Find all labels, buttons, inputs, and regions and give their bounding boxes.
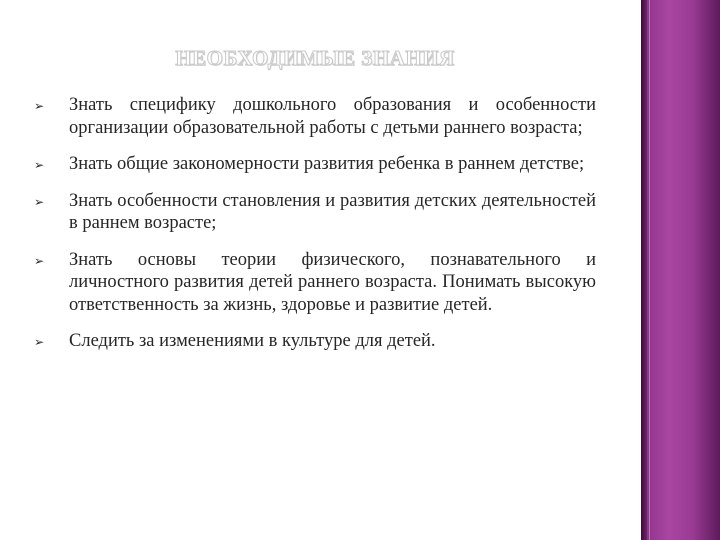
list-item-text: Знать общие закономерности развития ребенка в раннем детстве; xyxy=(69,154,585,174)
side-panel-divider xyxy=(649,0,650,540)
slide-title: НЕОБХОДИМЫЕ ЗНАНИЯ xyxy=(175,46,455,70)
arrow-bullet-icon: ➢ xyxy=(34,194,45,209)
arrow-bullet-icon: ➢ xyxy=(34,335,45,349)
bullet-list xyxy=(34,94,596,367)
arrow-bullet-icon: ➢ xyxy=(34,253,45,268)
list-item xyxy=(34,94,596,139)
list-item xyxy=(34,153,596,176)
arrow-bullet-icon: ➢ xyxy=(34,99,45,113)
list-item xyxy=(34,249,596,317)
list-item-text: Знать специфику дошкольного образования и особенности организации образовательной работы с детьми раннего возраста; xyxy=(69,95,596,138)
list-item-text: Следить за изменениями в культуре для детей. xyxy=(69,331,436,351)
list-item-text: Знать особенности становления и развития детских деятельностей в раннем возрасте; xyxy=(69,190,596,233)
list-item xyxy=(34,190,596,235)
arrow-bullet-icon: ➢ xyxy=(34,158,45,172)
decorative-side-panel xyxy=(641,0,720,540)
list-item xyxy=(34,330,596,353)
list-item-text: Знать основы теории физического, познавательного и личностного развития детей раннего возраста. Понимать высокую ответственность за жизнь, здоровье и развитие детей. xyxy=(69,249,596,315)
